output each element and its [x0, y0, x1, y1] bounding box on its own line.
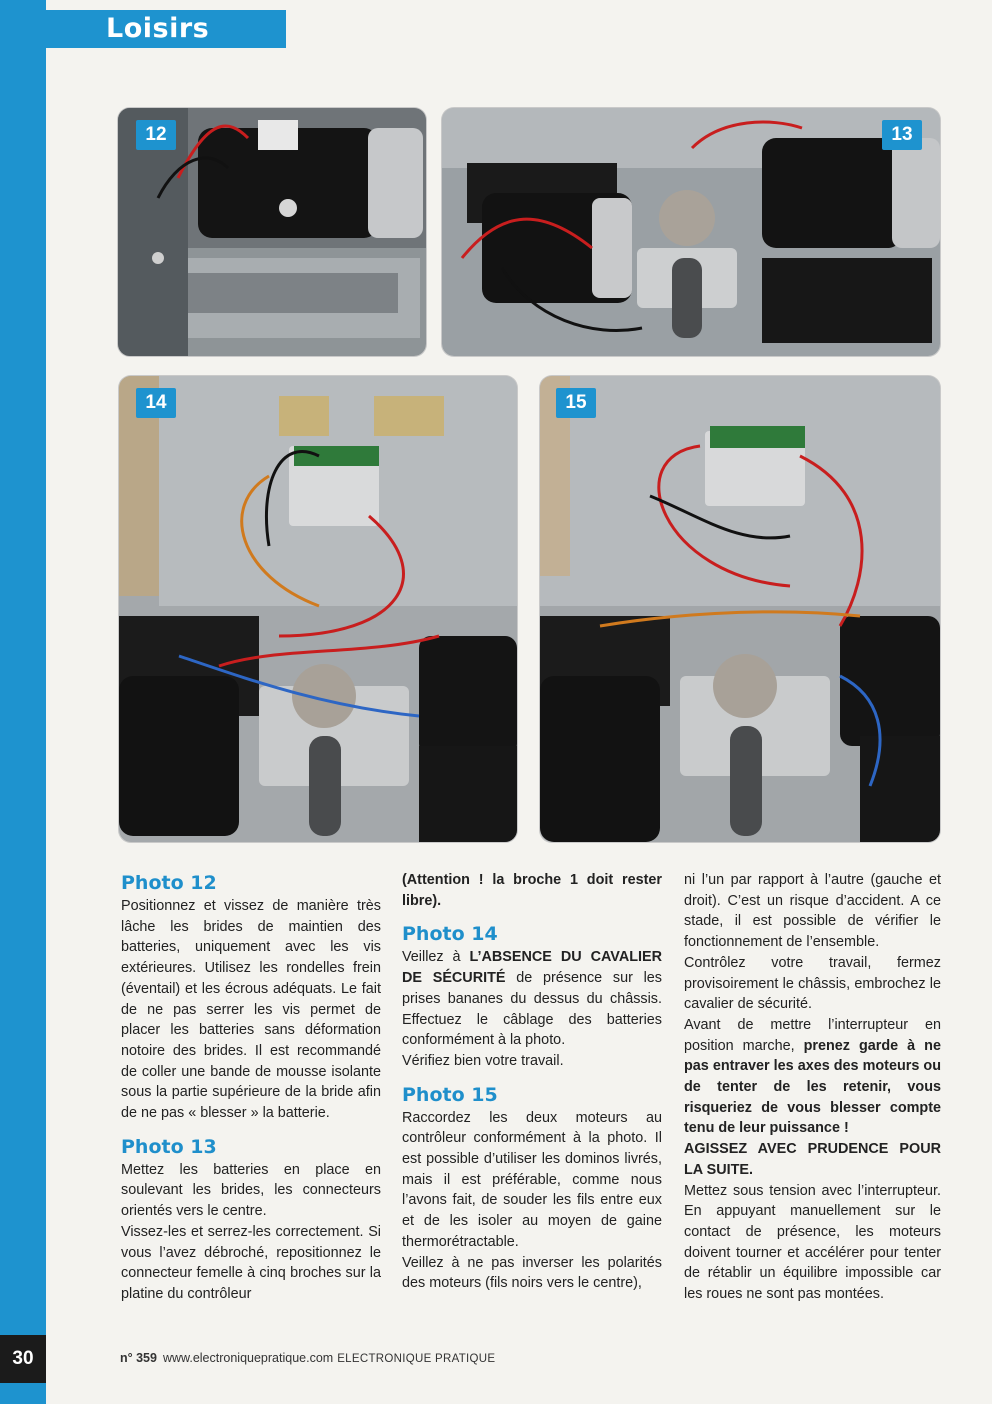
- attention-note: (Attention ! la broche 1 doit rester libre).: [402, 872, 662, 909]
- text-column-1: [121, 870, 381, 1305]
- photo-13: [442, 108, 940, 356]
- photo-14-text: [402, 947, 662, 1051]
- magazine-name: ELECTRONIQUE PRATIQUE: [337, 1353, 496, 1365]
- page-number: 30: [0, 1335, 46, 1383]
- photo-number-badge: 13: [882, 120, 922, 150]
- photo-14-text-post: de présence sur les prises bananes du dessus du châssis. Effectuez le câblage des batteries conformément à la photo.: [402, 970, 662, 1049]
- col3-text-3-bold: prenez garde à ne pas entraver les axes des moteurs ou de tenter de les retenir, vous risqueriez de vous blesser compte tenu de leur puissance !: [684, 1037, 941, 1137]
- text-column-2: [402, 870, 662, 1294]
- photo-15-heading: Photo 15: [402, 1083, 498, 1106]
- photo-12-text: Positionnez et vissez de manière très lâche les brides de maintien des batteries, uniquement avec les vis extérieures. Utilisez les rondelles frein (éventail) et les écrous adéquats. Le fait de ne pas serrer les vis permet de placer les batteries sans déformation notoire des brides. Il est recommandé de coller une bande de mousse isolante sous la partie supérieure de la bride afin de ne pas « blesser » la batterie.: [121, 898, 381, 1122]
- photo-12: [118, 108, 426, 356]
- photo-14-text-bold: L’ABSENCE DU CAVALIER DE SÉCURITÉ: [402, 949, 662, 987]
- col3-text-2: Contrôlez votre travail, fermez provisoirement le châssis, embrochez le cavalier de sécurité.: [684, 954, 941, 1013]
- photo-13-text-a: Mettez les batteries en place en soulevant les brides, les connecteurs orientés vers le centre.: [121, 1161, 381, 1220]
- photo-14: [119, 376, 517, 842]
- photo-15: [540, 376, 940, 842]
- photo-13-text-b: Vissez-les et serrez-les correctement. Si vous l’avez débroché, repositionnez le connecteur femelle à cinq broches sur la platine du contrôleur: [121, 1223, 381, 1302]
- col3-text-3-pre: Avant de mettre l’interrupteur en position marche,: [684, 1016, 941, 1054]
- photo-14-heading: Photo 14: [402, 923, 498, 946]
- photo-14-text-b: Vérifiez bien votre travail.: [402, 1052, 564, 1069]
- col3-text-5: Mettez sous tension avec l’interrupteur. En appuyant manuellement sur le contact de présence, les moteurs doivent tourner et accélérer pour tenter de rétablir un équilibre impossible car les roues ne sont pas montées.: [684, 1182, 941, 1303]
- photo-number-badge: 14: [136, 388, 176, 418]
- text-column-3: [684, 870, 941, 1305]
- photo-12-heading: Photo 12: [121, 872, 217, 894]
- photo-15-text-b: Veillez à ne pas inverser les polarités des moteurs (fils noirs vers le centre),: [402, 1254, 662, 1292]
- side-color-strip: [0, 0, 46, 1404]
- photo-13-heading: Photo 13: [121, 1135, 217, 1158]
- photo-number-badge: 15: [556, 388, 596, 418]
- col3-text-3: [684, 1015, 941, 1139]
- website-link[interactable]: www.electroniquepratique.com: [162, 1351, 334, 1365]
- warning-text: AGISSEZ AVEC PRUDENCE POUR LA SUITE.: [684, 1141, 941, 1178]
- issue-number: n° 359: [120, 1351, 157, 1365]
- photo-number-badge: 12: [136, 120, 176, 150]
- photo-14-text-pre: Veillez à: [402, 949, 470, 966]
- photo-15-text-a: Raccordez les deux moteurs au contrôleur conformément à la photo. Il est possible d’utiliser les dominos livrés, mais il est préférable, comme nous l’avons fait, de souder les fils entre eux et de les isoler au moyen de gaine thermorétractable.: [402, 1109, 662, 1250]
- footer: [120, 1351, 495, 1365]
- col3-text-1: ni l’un par rapport à l’autre (gauche et droit). C’est un risque d’accident. A ce stade, il est possible de vérifier le fonctionnement de l’ensemble.: [684, 872, 941, 951]
- section-title: Loisirs: [46, 10, 286, 48]
